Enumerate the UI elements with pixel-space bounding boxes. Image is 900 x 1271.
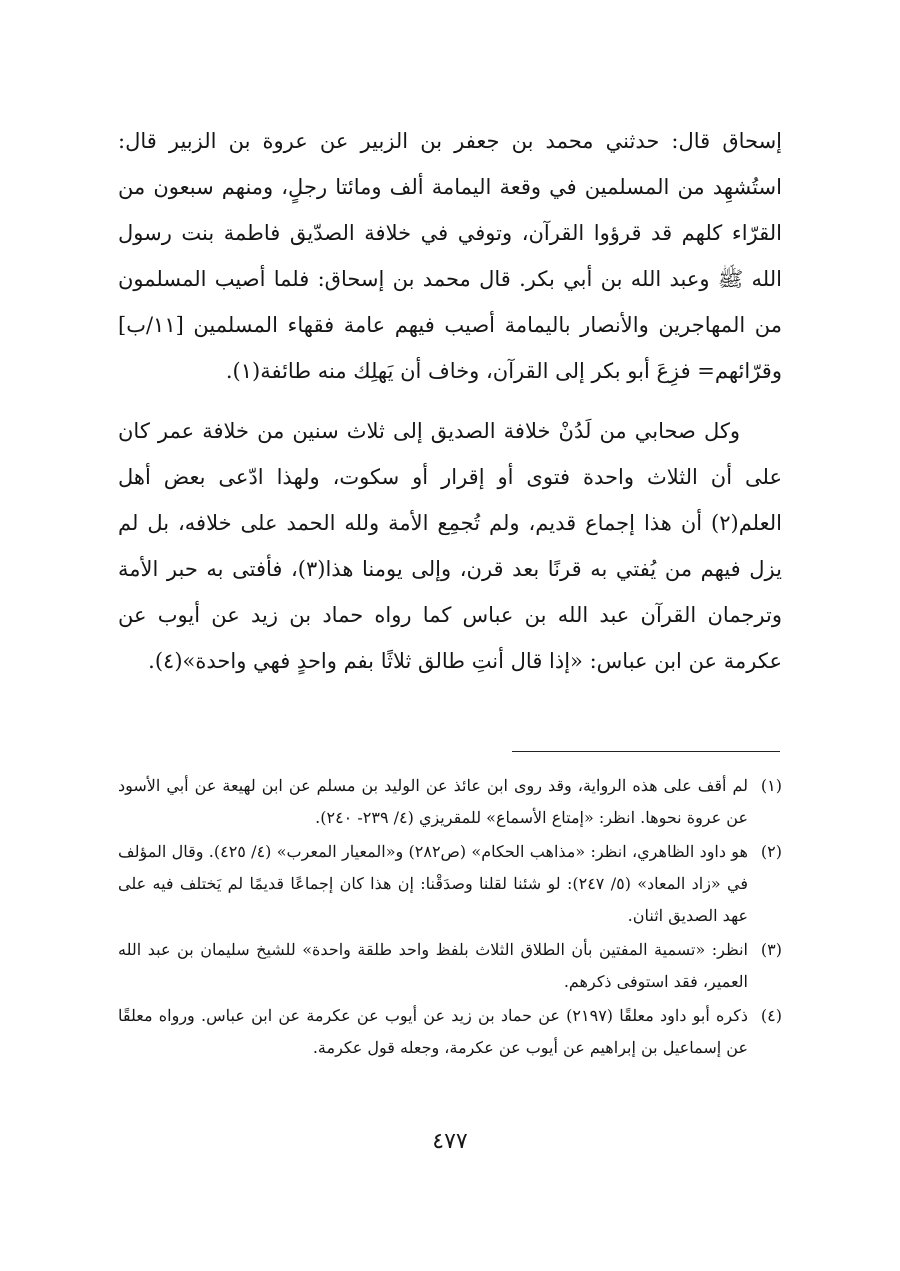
footnote-separator — [512, 751, 780, 752]
footnote-text: لم أقف على هذه الرواية، وقد روى ابن عائذ عن الوليد بن مسلم عن ابن لهيعة عن أبي الأسود عن عروة نحوها. انظر: «إمتاع الأسماع» للمقريزي (٤/ ٢٣٩- ٢٤٠). — [118, 776, 748, 827]
body-paragraph-2: وكل صحابي من لَدُنْ خلافة الصديق إلى ثلاث سنين من خلافة عمر كان على أن الثلاث واحدة فتوى أو إقرار أو سكوت، ولهذا ادّعى بعض أهل العلم(٢) أن هذا إجماع قديم، ولم تُجمِع الأمة ولله الحمد على خلافه، بل لم يزل فيهم من يُفتي به قرنًا بعد قرن، وإلى يومنا هذا(٣)، فأفتى به حبر الأمة وترجمان القرآن عبد الله بن عباس كما رواه حماد بن زيد عن أيوب عن عكرمة عن ابن عباس: «إذا قال أنتِ طالق ثلاثًا بفم واحدٍ فهي واحدة»(٤). — [118, 419, 782, 673]
footnote-text: ذكره أبو داود معلقًا (٢١٩٧) عن حماد بن زيد عن أيوب عن عكرمة عن ابن عباس. ورواه معلقًا عن إسماعيل بن إبراهيم عن أيوب عن عكرمة، وجعله قول عكرمة. — [118, 1006, 748, 1057]
page-number: ٤٧٧ — [432, 1129, 468, 1154]
footnote-number: (٤) — [760, 1006, 782, 1025]
footnote-number: (٣) — [760, 940, 782, 959]
footnote-text: انظر: «تسمية المفتين بأن الطلاق الثلاث بلفظ واحد طلقة واحدة» للشيخ سليمان بن عبد الله العمير، فقد استوفى ذكرهم. — [118, 940, 748, 991]
footnote-number: (١) — [760, 776, 782, 795]
footnote-item-3 — [118, 934, 782, 998]
footnote-text: هو داود الظاهري، انظر: «مذاهب الحكام» (ص٢٨٢) و«المعيار المعرب» (٤/ ٤٢٥). وقال المؤلف في «زاد المعاد» (٥/ ٢٤٧): لو شئنا لقلنا وصدَقْنا: إن هذا كان إجماعًا قديمًا لم يَختلف فيه على عهد الصديق اثنان. — [118, 842, 749, 925]
footnote-number: (٢) — [760, 842, 782, 861]
footnote-item-4 — [118, 1000, 782, 1064]
footnote-item-1 — [118, 770, 782, 834]
footnote-item-2 — [118, 836, 782, 932]
body-paragraph-1: إسحاق قال: حدثني محمد بن جعفر بن الزبير عن عروة بن الزبير قال: استُشهِد من المسلمين في وقعة اليمامة ألف ومائتا رجلٍ، ومنهم سبعون من القرّاء كلهم قد قرؤوا القرآن، وتوفي في خلافة الصدّيق فاطمة بنت رسول الله ﷺ وعبد الله بن أبي بكر. قال محمد بن إسحاق: فلما أصيب المسلمون من المهاجرين والأنصار باليمامة أصيب فيهم عامة فقهاء المسلمين [١١/ب] وقرّائهم= فزِعَ أبو بكر إلى القرآن، وخاف أن يَهلِك منه طائفة(١). — [118, 129, 782, 383]
footnotes — [118, 770, 782, 1066]
main-text — [118, 118, 782, 684]
